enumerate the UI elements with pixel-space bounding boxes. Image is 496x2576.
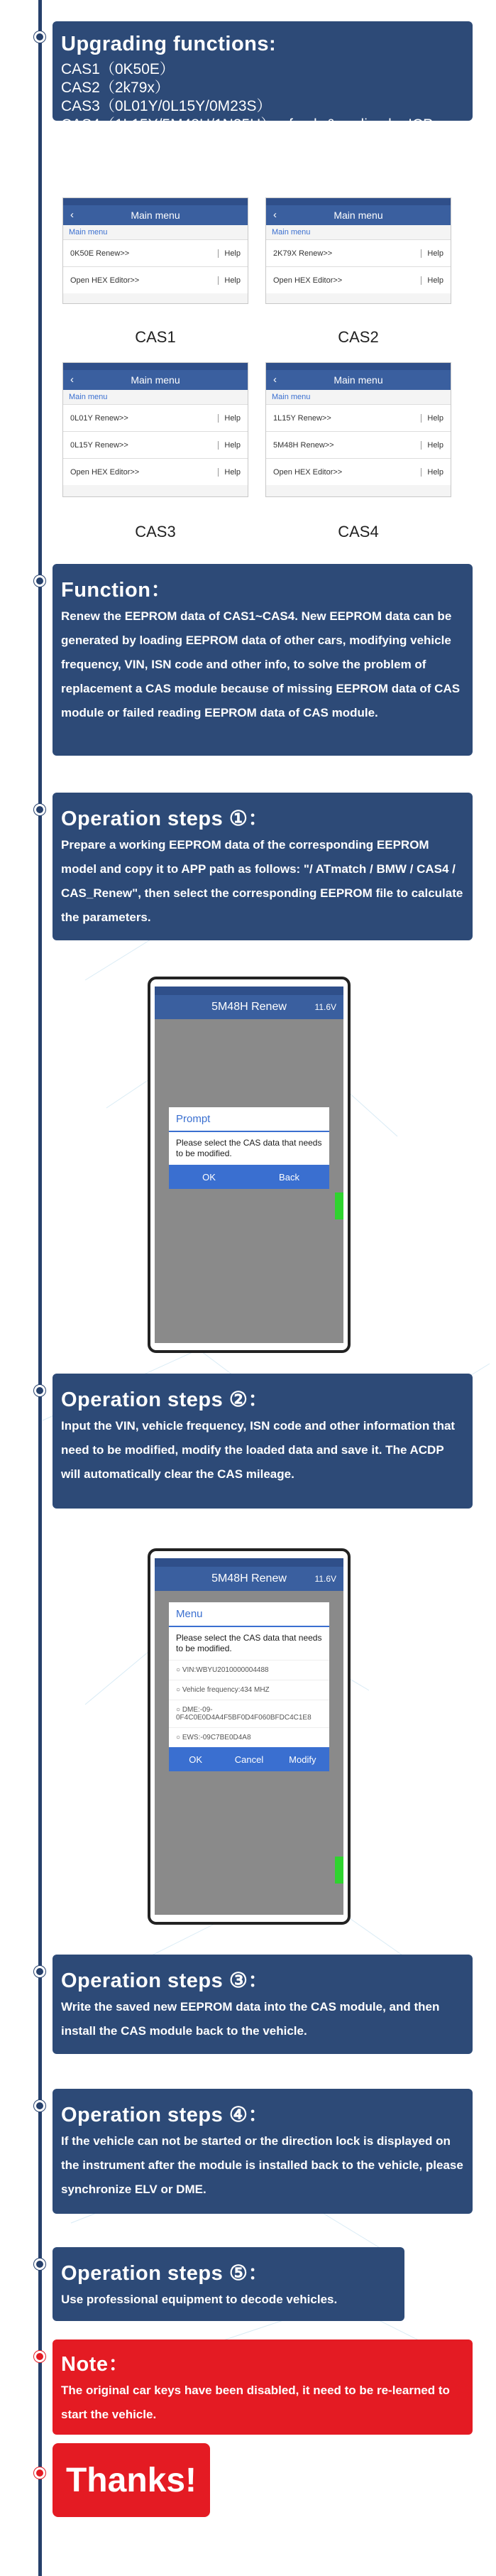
breadcrumb: Main menu xyxy=(69,393,108,401)
screen-cas4 xyxy=(265,362,451,497)
menu-row[interactable] xyxy=(266,266,451,293)
step1-text: Prepare a working EEPROM data of the corresponding EEPROM model and copy it to APP path as follows: "/ ATmatch / BMW / CAS4 / CAS_Renew", then select the corresponding EEPROM file to calculate the parameters. xyxy=(61,838,463,924)
help-link[interactable]: Help xyxy=(218,468,241,477)
option-row[interactable]: ○ DME:-09-0F4C0E0D4A4F5BF0D4F060BFDC4C1E8 xyxy=(169,1700,329,1727)
status-bar xyxy=(63,198,248,205)
menu-row[interactable] xyxy=(63,458,248,485)
upgrading-line: CAS3（0L01Y/0L15Y/0M23S） xyxy=(61,98,272,114)
step1-panel xyxy=(53,793,473,940)
menu-row-label: Open HEX Editor>> xyxy=(273,467,343,477)
timeline-line xyxy=(38,0,42,2576)
function-title: Function： xyxy=(61,579,172,602)
option-label: DME:-09-0F4C0E0D4A4F5BF0D4F060BFDC4C1E8 xyxy=(176,1706,312,1722)
phone-screenshot-2 xyxy=(148,1548,351,1925)
scroll-indicator[interactable] xyxy=(335,1192,343,1219)
screen-title: Main menu xyxy=(334,374,383,386)
caption-cas3: CAS3 xyxy=(135,523,176,540)
menu-row[interactable] xyxy=(266,458,451,485)
menu-row[interactable] xyxy=(266,431,451,458)
dialog-title: Menu xyxy=(169,1602,329,1627)
menu-row[interactable] xyxy=(266,404,451,431)
step3-panel xyxy=(53,1955,473,2054)
caption-cas4: CAS4 xyxy=(338,523,379,540)
step4-panel xyxy=(53,2089,473,2214)
dialog-buttons xyxy=(169,1165,329,1189)
back-button[interactable]: Back xyxy=(279,1171,299,1183)
menu-row-label: 0K50E Renew>> xyxy=(70,249,130,258)
phone-screen xyxy=(155,987,343,1343)
option-row[interactable]: ○ EWS:-09C7BE0D4A8 xyxy=(169,1727,329,1747)
help-link[interactable]: Help xyxy=(218,276,241,285)
breadcrumb: Main menu xyxy=(272,393,311,401)
menu-row[interactable] xyxy=(63,266,248,293)
title-bar xyxy=(266,370,451,390)
status-bar xyxy=(155,1558,343,1567)
timeline-dot xyxy=(34,2351,45,2362)
title-bar xyxy=(155,1567,343,1591)
timeline-dot xyxy=(34,804,45,815)
menu-row-label: Open HEX Editor>> xyxy=(70,276,140,285)
menu-row-label: 1L15Y Renew>> xyxy=(273,413,331,423)
step2-title: Operation steps ②： xyxy=(61,1388,269,1411)
help-link[interactable]: Help xyxy=(421,468,443,477)
step1-title: Operation steps ①： xyxy=(61,808,269,830)
ok-button[interactable]: OK xyxy=(189,1754,203,1765)
screen-title: Main menu xyxy=(131,374,180,386)
timeline-dot xyxy=(34,31,45,43)
menu-row-label: 0L01Y Renew>> xyxy=(70,413,128,423)
caption-cas1: CAS1 xyxy=(135,328,176,346)
step3-title: Operation steps ③： xyxy=(61,1969,269,1992)
menu-row[interactable] xyxy=(266,239,451,266)
note-panel xyxy=(53,2339,473,2435)
dialog-buttons xyxy=(169,1747,329,1771)
option-row[interactable]: ○ VIN:WBYU2010000004488 xyxy=(169,1660,329,1680)
screen-cas3 xyxy=(62,362,248,497)
upgrading-line: CAS1（0K50E） xyxy=(61,61,175,77)
screen-cas1 xyxy=(62,197,248,304)
dialog-title: Prompt xyxy=(169,1107,329,1132)
option-label: VIN:WBYU2010000004488 xyxy=(182,1666,269,1674)
caption-cas2: CAS2 xyxy=(338,328,379,346)
modify-button[interactable]: Modify xyxy=(289,1754,316,1765)
step5-panel xyxy=(53,2247,404,2321)
function-text: Renew the EEPROM data of CAS1~CAS4. New EEPROM data can be generated by loading EEPROM data of other cars, modifying vehicle frequency, VIN, ISN code and other info, to solve the problem of replacement a CAS module because of missing EEPROM data of CAS module or failed reading EEPROM data of CAS module. xyxy=(61,609,461,719)
option-label: EWS:-09C7BE0D4A8 xyxy=(182,1734,251,1741)
menu-row[interactable] xyxy=(63,404,248,431)
back-icon[interactable]: ‹ xyxy=(70,209,74,221)
cancel-button[interactable]: Cancel xyxy=(234,1754,264,1765)
screen-cas2 xyxy=(265,197,451,304)
dialog-message: Please select the CAS data that needs to be modified. xyxy=(176,1633,322,1653)
status-bar xyxy=(266,198,451,205)
option-row[interactable]: ○ Vehicle frequency:434 MHZ xyxy=(169,1680,329,1700)
menu-row[interactable] xyxy=(63,431,248,458)
upgrading-line: CAS4（1L15Y/5M48H/1N35H）refresh & coding by ICP. xyxy=(61,116,436,133)
menu-row-label: 2K79X Renew>> xyxy=(273,249,333,258)
help-link[interactable]: Help xyxy=(218,249,241,258)
screen-title: 5M48H Renew xyxy=(211,1001,287,1013)
help-link[interactable]: Help xyxy=(421,441,443,450)
help-link[interactable]: Help xyxy=(218,441,241,450)
status-bar xyxy=(266,363,451,370)
timeline-dot xyxy=(34,2259,45,2270)
help-link[interactable]: Help xyxy=(421,276,443,285)
voltage-label: 11.6V xyxy=(314,1002,336,1012)
note-title: Note： xyxy=(61,2353,129,2376)
timeline-dot xyxy=(34,575,45,587)
menu-row-label: Open HEX Editor>> xyxy=(273,276,343,285)
timeline-dot xyxy=(34,1966,45,1977)
breadcrumb: Main menu xyxy=(272,228,311,237)
menu-row-label: 0L15Y Renew>> xyxy=(70,440,128,450)
scroll-indicator[interactable] xyxy=(335,1857,343,1884)
timeline-dot xyxy=(34,1385,45,1396)
note-text: The original car keys have been disabled, it need to be re-learned to start the vehicle. xyxy=(61,2384,450,2421)
step4-text: If the vehicle can not be started or the direction lock is displayed on the instrument after the module is installed back to the vehicle, please synchronize ELV or DME. xyxy=(61,2134,463,2196)
step3-text: Write the saved new EEPROM data into the CAS module, and then install the CAS module back to the vehicle. xyxy=(61,2000,440,2038)
voltage-label: 11.6V xyxy=(314,1574,336,1584)
upgrading-title: Upgrading functions: xyxy=(61,33,277,55)
phone-screenshot-1 xyxy=(148,977,351,1353)
help-link[interactable]: Help xyxy=(421,414,443,423)
status-bar xyxy=(155,987,343,995)
status-bar xyxy=(63,363,248,370)
breadcrumb: Main menu xyxy=(69,228,108,237)
menu-row-label: 5M48H Renew>> xyxy=(273,440,334,450)
function-panel xyxy=(53,564,473,756)
prompt-dialog xyxy=(169,1107,329,1189)
title-bar xyxy=(63,205,248,225)
title-bar xyxy=(266,205,451,225)
ok-button[interactable]: OK xyxy=(202,1171,216,1183)
screen-title: 5M48H Renew xyxy=(211,1572,287,1585)
title-bar xyxy=(155,995,343,1019)
upgrading-line: CAS2（2k79x） xyxy=(61,80,170,96)
back-icon[interactable]: ‹ xyxy=(273,374,277,386)
timeline-dot xyxy=(34,2100,45,2112)
thanks-banner: Thanks! xyxy=(53,2443,210,2517)
menu-row[interactable] xyxy=(63,239,248,266)
step5-title: Operation steps ⑤： xyxy=(61,2262,269,2285)
help-link[interactable]: Help xyxy=(421,249,443,258)
timeline-dot xyxy=(34,2467,45,2479)
step2-panel xyxy=(53,1374,473,1509)
dialog-message: Please select the CAS data that needs to be modified. xyxy=(176,1138,322,1158)
menu-row-label: Open HEX Editor>> xyxy=(70,467,140,477)
screen-title: Main menu xyxy=(131,210,180,221)
step4-title: Operation steps ④： xyxy=(61,2104,269,2126)
title-bar xyxy=(63,370,248,390)
screen-title: Main menu xyxy=(334,210,383,221)
upgrading-panel xyxy=(53,21,473,133)
menu-dialog xyxy=(169,1602,329,1771)
step2-text: Input the VIN, vehicle frequency, ISN code and other information that need to be modified, modify the loaded data and save it. The ACDP will automatically clear the CAS mileage. xyxy=(61,1419,456,1481)
step5-text: Use professional equipment to decode vehicles. xyxy=(61,2293,338,2306)
option-label: Vehicle frequency:434 MHZ xyxy=(182,1686,270,1694)
phone-screen xyxy=(155,1558,343,1915)
back-icon[interactable]: ‹ xyxy=(70,374,74,386)
back-icon[interactable]: ‹ xyxy=(273,209,277,221)
help-link[interactable]: Help xyxy=(218,414,241,423)
